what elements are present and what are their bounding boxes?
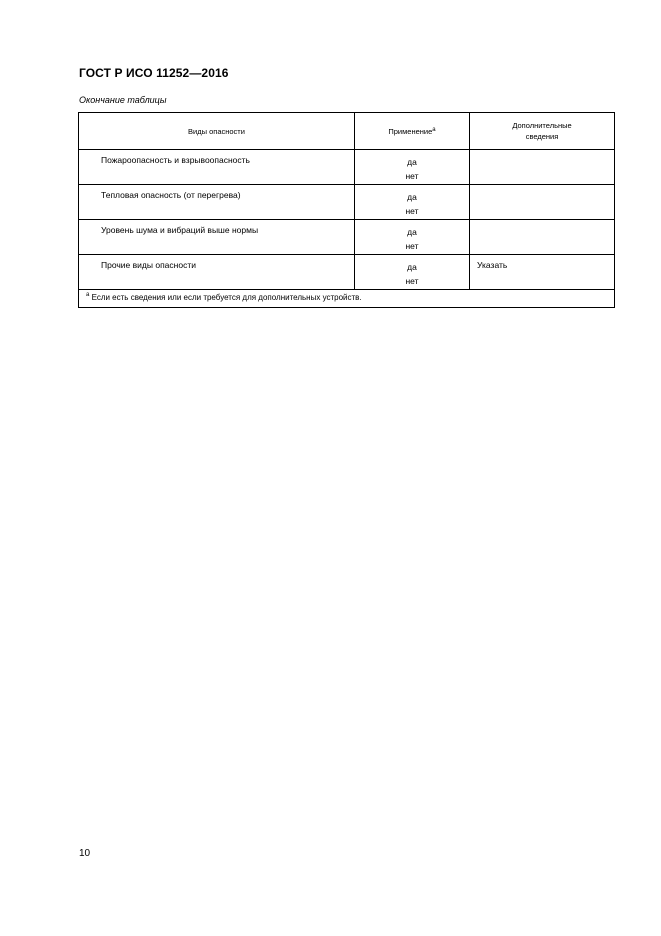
hazards-table <box>78 112 615 308</box>
option-no: нет <box>405 171 419 181</box>
table-row <box>79 185 615 220</box>
option-no: нет <box>405 206 419 216</box>
hazard-name: Тепловая опасность (от перегрева) <box>79 185 355 220</box>
column-header-apply-label: Применение <box>388 126 433 136</box>
option-no: нет <box>405 241 419 251</box>
column-header-info-line2: сведения <box>525 132 559 141</box>
footnote-mark: а <box>432 126 436 133</box>
table-footnote <box>79 290 615 308</box>
table-row <box>79 255 615 290</box>
option-yes: да <box>407 157 417 167</box>
hazard-name: Прочие виды опасности <box>79 255 355 290</box>
column-header-apply <box>355 113 470 150</box>
additional-info <box>470 150 615 185</box>
table-caption: Окончание таблицы <box>79 95 167 105</box>
column-header-info-line1: Дополнительные <box>512 121 572 130</box>
table-footnote-row <box>79 290 615 308</box>
footnote-text: Если есть сведения или если требуется для дополнительных устройств. <box>91 293 362 302</box>
additional-info <box>470 185 615 220</box>
apply-options <box>355 185 470 220</box>
apply-options <box>355 150 470 185</box>
column-header-info <box>470 113 615 150</box>
document-header: ГОСТ Р ИСО 11252—2016 <box>79 66 229 80</box>
option-yes: да <box>407 192 417 202</box>
footnote-mark: а <box>86 292 90 298</box>
table-row <box>79 220 615 255</box>
additional-info <box>470 220 615 255</box>
option-no: нет <box>405 276 419 286</box>
hazard-name: Уровень шума и вибраций выше нормы <box>79 220 355 255</box>
option-yes: да <box>407 227 417 237</box>
page-number: 10 <box>79 848 91 859</box>
option-yes: да <box>407 262 417 272</box>
additional-info: Указать <box>470 255 615 290</box>
apply-options <box>355 255 470 290</box>
table-row <box>79 150 615 185</box>
column-header-hazard: Виды опасности <box>79 113 355 150</box>
table-header-row <box>79 113 615 150</box>
apply-options <box>355 220 470 255</box>
hazard-name: Пожароопасность и взрывоопасность <box>79 150 355 185</box>
